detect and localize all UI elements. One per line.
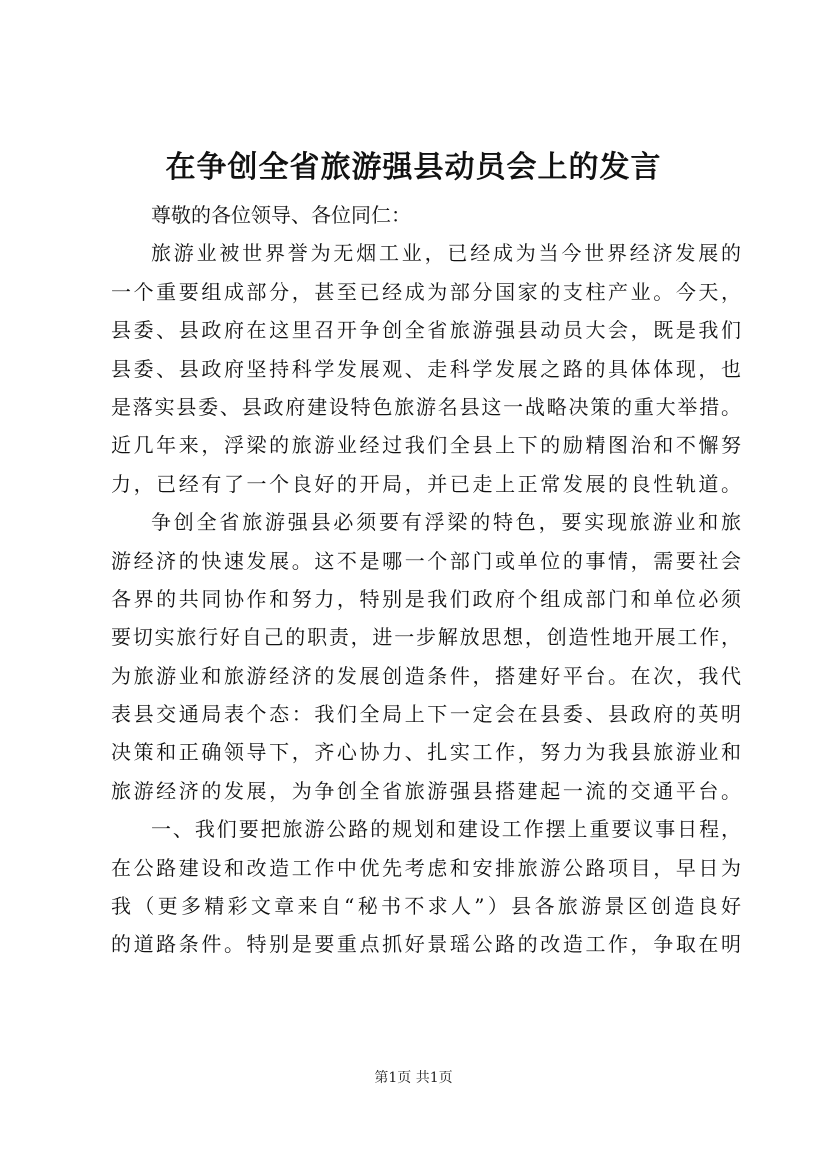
paragraph-line: 游经济的快速发展。这不是哪一个部门或单位的事情，需要社会 — [111, 548, 741, 573]
paragraph-line: 决策和正确领导下，齐心协力、扎实工作，努力为我县旅游业和 — [111, 740, 741, 765]
paragraph-line: 我（更多精彩文章来自“秘书不求人”）县各旅游景区创造良好 — [111, 894, 741, 919]
paragraph-line: 一个重要组成部分，甚至已经成为部分国家的支柱产业。今天， — [111, 279, 741, 304]
paragraph-line: 要切实旅行好自己的职责，进一步解放思想，创造性地开展工作， — [111, 625, 741, 650]
paragraph-line: 各界的共同协作和努力，特别是我们政府个组成部门和单位必须 — [111, 586, 741, 611]
paragraph-line: 是落实县委、县政府建设特色旅游名县这一战略决策的重大举措。 — [111, 394, 741, 419]
page-number-footer: 第1页 共1页 — [374, 1070, 453, 1086]
paragraph-line: 表县交通局表个态：我们全局上下一定会在县委、县政府的英明 — [111, 702, 741, 727]
paragraph-line: 旅游经济的发展，为争创全省旅游强县搭建起一流的交通平台。 — [111, 778, 741, 803]
paragraph-line: 在公路建设和改造工作中优先考虑和安排旅游公路项目，早日为 — [111, 855, 741, 880]
salutation-line: 尊敬的各位领导、各位同仁： — [151, 203, 411, 227]
paragraph-line: 的道路条件。特别是要重点抓好景瑶公路的改造工作，争取在明 — [111, 932, 741, 957]
paragraph-line: 争创全省旅游强县必须要有浮梁的特色，要实现旅游业和旅 — [151, 510, 741, 535]
paragraph-line: 县委、县政府坚持科学发展观、走科学发展之路的具体体现，也 — [111, 356, 741, 381]
paragraph-line: 为旅游业和旅游经济的发展创造条件，搭建好平台。在次，我代 — [111, 663, 741, 688]
paragraph-line: 力，已经有了一个良好的开局，并已走上正常发展的良性轨道。 — [111, 471, 741, 496]
paragraph-line: 近几年来，浮梁的旅游业经过我们全县上下的励精图治和不懈努 — [111, 433, 741, 458]
document-title: 在争创全省旅游强县动员会上的发言 — [165, 150, 662, 185]
paragraph-line: 一、我们要把旅游公路的规划和建设工作摆上重要议事日程， — [151, 817, 741, 842]
document-body — [111, 196, 741, 964]
paragraph-line: 旅游业被世界誉为无烟工业，已经成为当今世界经济发展的 — [151, 241, 741, 266]
paragraph-line: 县委、县政府在这里召开争创全省旅游强县动员大会，既是我们 — [111, 318, 741, 343]
